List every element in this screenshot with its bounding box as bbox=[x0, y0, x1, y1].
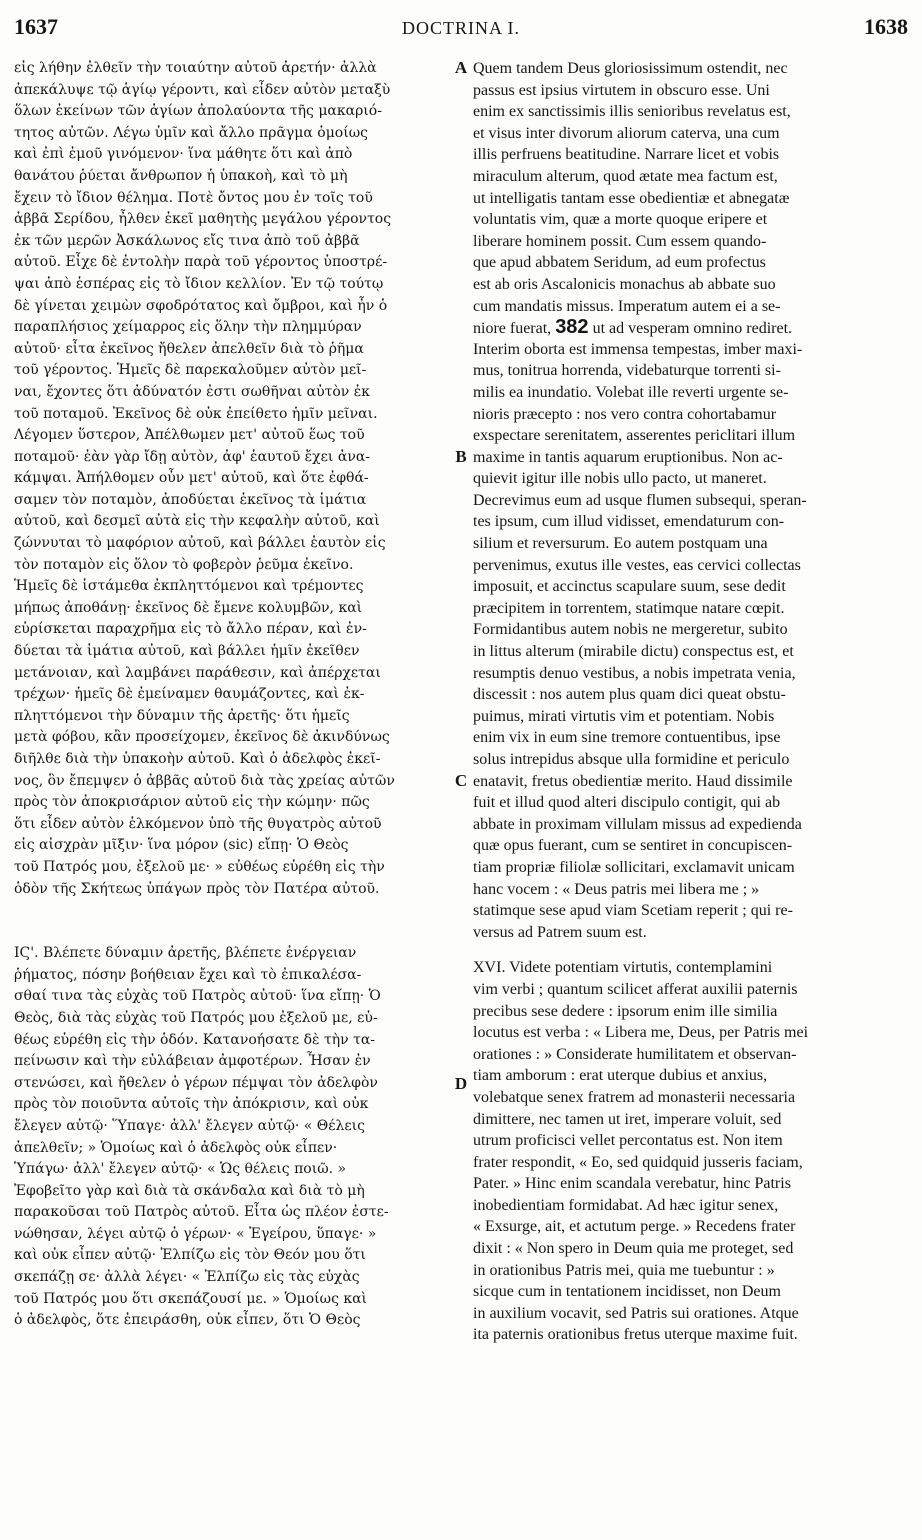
latin-text-line: dimittere, nec tamen ut iret, imperare voluit, sed bbox=[473, 1110, 782, 1128]
greek-text-line: δύεται τὰ ἱμάτια αὐτοῦ, καὶ βάλλει ἡμῖν ἐκεῖθεν bbox=[14, 643, 360, 660]
greek-text-line: τοῦ Πατρός μου ὅτι σκεπάζουσί με. » Ὁμοίως καὶ bbox=[14, 1290, 368, 1307]
greek-text-line: ΙϚ'. Βλέπετε δύναμιν ἀρετῆς, βλέπετε ἐνέργειαν bbox=[14, 945, 357, 962]
latin-text-line: mus, tonitrua horrenda, videbaturque torrenti si- bbox=[473, 362, 781, 380]
latin-text-line: dixit : « Non spero in Deum quia me proteget, sed bbox=[473, 1240, 794, 1258]
greek-text-line: Ἡμεῖς δὲ ἱστάμεθα ἐκπληττόμενοι καὶ τρέμοντες bbox=[14, 578, 364, 595]
latin-text-line: passus est ipsius virtutem in obscuro esse. Uni bbox=[473, 81, 770, 99]
latin-text-line: volebatque senex fratrem ad monasterii necessaria bbox=[473, 1088, 796, 1106]
latin-text-line: discessit : nos autem plus quam dici queat obstu- bbox=[473, 686, 786, 704]
margin-marker-a: A bbox=[454, 58, 468, 77]
latin-text-line: Quem tandem Deus gloriosissimum ostendit, nec bbox=[473, 60, 788, 77]
latin-text-line: illis perfruens beatitudine. Narrare licet et vobis bbox=[473, 146, 780, 164]
greek-text-line: Ὑπάγω· ἀλλ' ἔλεγεν αὐτῷ· « Ὡς θέλεις ποιῶ. » bbox=[14, 1161, 347, 1178]
greek-text-line: ῥήματος, πόσην βοήθειαν ἔχει καὶ τὸ ἐπικαλέσα- bbox=[14, 966, 362, 983]
latin-text-line bbox=[473, 317, 909, 339]
latin-text-line: ut intelligatis tantam esse obedientiæ et abnegatæ bbox=[473, 189, 790, 207]
greek-text-line: εἰς λήθην ἐλθεῖν τὴν τοιαύτην αὐτοῦ ἀρετήν· ἀλλὰ bbox=[14, 60, 377, 76]
latin-text-line: et visus inter divorum aliorum caterva, una cum bbox=[473, 124, 780, 142]
greek-text-line: διῆλθε διὰ τὴν ὑπακοὴν αὐτοῦ. Καὶ ὁ ἀδελφὸς ἐκεῖ- bbox=[14, 751, 381, 767]
greek-text-line: ὅτι εἶδεν αὐτὸν ἑλκόμενον ὑπὸ τῆς θυγατρὸς αὐτοῦ bbox=[14, 815, 382, 832]
latin-text-line: quæ opus fuerant, cum se sentiret in concupiscen- bbox=[473, 837, 793, 855]
greek-text-line: Ἐφοβεῖτο γὰρ καὶ διὰ τὰ σκάνδαλα καὶ διὰ τὸ μὴ bbox=[14, 1182, 365, 1199]
greek-text-line: παραπλήσιος χείμαρρος εἰς ὅλην τὴν πλημμύραν bbox=[14, 319, 362, 336]
latin-text-line: puimus, mirati virtutis vim et potentiam. Nobis bbox=[473, 707, 775, 725]
latin-text-line: miraculum alterum, quod ætate mea factum est, bbox=[473, 167, 778, 185]
greek-text-line: τρέχων· ἡμεῖς δὲ ἐμείναμεν θαυμάζοντες, καὶ ἐκ- bbox=[14, 686, 365, 703]
greek-text-line: σθαί τινα τὰς εὐχὰς τοῦ Πατρὸς αὐτοῦ· ἵνα εἴπῃ· Ὁ bbox=[14, 988, 381, 1005]
latin-text-line: quievit igitur ille nobis ullo pacto, ut maneret. bbox=[473, 470, 767, 488]
latin-text-line: sicque cum in tentationem incidisset, non Deum bbox=[473, 1283, 781, 1301]
latin-text-line: in auxilium vocavit, sed Patris sui orationes. Atque bbox=[473, 1304, 799, 1322]
latin-text-line: milis ea inundatio. Volebat ille reverti urgente se- bbox=[473, 383, 789, 401]
greek-text-line: καὶ ἐπὶ ἐμοῦ γινόμενον· ἵνα μάθητε ὅτι καὶ ἀπὸ bbox=[14, 146, 353, 163]
greek-text-line: τοῦ Πατρός μου, ἐξελοῦ με· » εὐθέως εὑρέθη εἰς τὴν bbox=[14, 858, 385, 875]
greek-text-line: μετὰ φόβου, κἂν προσείχομεν, ἐκεῖνος δὲ ἀκινδύνως bbox=[14, 729, 390, 746]
latin-column bbox=[473, 58, 909, 1346]
greek-text-line: πρὸς τὸν ποιοῦντα αὐτοῖς τὴν ἀπόκρισιν, καὶ οὐκ bbox=[14, 1096, 369, 1113]
latin-text-line: præcipitem in torrentem, statimque natare cœpit. bbox=[473, 599, 785, 617]
greek-text-line: στενώσει, καὶ ἤθελεν ὁ γέρων πέμψαι τὸν ἀδελφὸν bbox=[14, 1074, 378, 1091]
greek-text-line: τητος αὐτῶν. Λέγω ὑμῖν καὶ ἄλλο πρᾶγμα ὁμοίως bbox=[14, 124, 368, 141]
paragraph-gap bbox=[473, 943, 909, 957]
greek-text-line: θανάτου ῥύεται ἄνθρωπον ἡ ὑπακοὴ, καὶ τὸ μὴ bbox=[14, 167, 348, 184]
latin-text-line: versus ad Patrem suum est. bbox=[473, 923, 647, 941]
latin-text-line: est ab oris Ascalonicis monachus ab abbate suo bbox=[473, 275, 776, 293]
latin-text-line: Formidantibus autem nobis ne mergeretur, subito bbox=[473, 621, 788, 639]
greek-text-line: ὁ ἀδελφὸς, ὅτε ἐπειράσθη, οὐκ εἶπεν, ὅτι Ὁ Θεὸς bbox=[14, 1312, 361, 1329]
greek-text-line: πρὸς τὸν ἀποκρισάριον αὐτοῦ εἰς τὴν κώμην· πῶς bbox=[14, 794, 370, 811]
greek-text-line: ναι, ἔχοντες ὅτι ἀδύνατόν ἐστι σωθῆναι αὐτὸν ἐκ bbox=[14, 383, 370, 400]
latin-text-line: voluntatis vim, quæ a morte quoque eripere et bbox=[473, 211, 768, 229]
greek-text-line: σκεπάζῃ σε· ἀλλὰ λέγει· « Ἐλπίζω εἰς τὰς εὐχὰς bbox=[14, 1269, 360, 1286]
latin-text-line: hanc vocem : « Deus patris mei libera me ; » bbox=[473, 880, 760, 898]
page-header bbox=[14, 10, 908, 50]
greek-text-line: εὑρίσκεται παραχρῆμα εἰς τὸ ἄλλο πέραν, καὶ ἐν- bbox=[14, 621, 367, 638]
greek-text-line: νώθησαν, λέγει αὐτῷ ὁ γέρων· « Ἐγείρου, ὕπαγε· » bbox=[14, 1225, 377, 1242]
greek-text-line: πληττόμενοι τὴν δύναμιν τῆς ἀρετῆς· ὅτι ἡμεῖς bbox=[14, 707, 350, 724]
latin-text-line: exspectare serenitatem, asserentes periclitari illum bbox=[473, 427, 796, 445]
latin-text-fragment: ut ad vesperam omnino rediret. bbox=[592, 320, 793, 338]
latin-text-line: ita paternis orationibus fretus uterque maxime fuit. bbox=[473, 1326, 798, 1344]
greek-text-line: κάμψαι. Ἀπήλθομεν οὖν μετ' αὐτοῦ, καὶ ὅτε ἐφθά- bbox=[14, 470, 369, 487]
greek-text-line: αὐτοῦ· εἶτα ἐκεῖνος ἤθελεν ἀπελθεῖν διὰ τὸ ῥῆμα bbox=[14, 340, 364, 357]
latin-text-line: solus intrepidus absque ulla formidine et periculo bbox=[473, 751, 790, 768]
greek-column bbox=[14, 58, 450, 1332]
margin-marker-d: D bbox=[454, 1074, 468, 1093]
latin-text-line: precibus sese dedere : ipsorum enim ille similia bbox=[473, 1002, 778, 1020]
greek-text-line: αὐτοῦ. Εἶχε δὲ ἐντολὴν παρὰ τοῦ γέροντος ὑποστρέ- bbox=[14, 254, 388, 271]
latin-text-line: cum mandatis missus. Imperatum autem ei a se- bbox=[473, 297, 781, 315]
greek-text-line: ψαι ἀπὸ ἑσπέρας εἰς τὸ ἴδιον κελλίον. Ἐν τῷ τούτῳ bbox=[14, 275, 384, 292]
greek-text-line: τοῦ γέροντος. Ἡμεῖς δὲ παρεκαλοῦμεν αὐτὸν μεῖ- bbox=[14, 362, 367, 379]
greek-text-line: ὅλων ἐκείνων τῶν ἁγίων ἀπολαύοντα τῆς μακαριό- bbox=[14, 103, 382, 120]
page-number-left: 1637 bbox=[14, 14, 58, 39]
latin-text-line: in littus alterum (mirabile dictu) conspectus est, et bbox=[473, 643, 794, 661]
latin-text-line: enim ex sanctissimis illis senioribus revelatus est, bbox=[473, 103, 791, 121]
greek-text-line: δὲ γίνεται χειμὼν σφοδρότατος καὶ ὄμβροι, καὶ ἦν ὁ bbox=[14, 297, 388, 314]
greek-text-line: ἔλεγεν αὐτῷ· Ὕπαγε· ἀλλ' ἔλεγεν αὐτῷ· « Θέλεις bbox=[14, 1117, 365, 1134]
latin-text-line: enim vix in eum sine tremore contuentibus, ipse bbox=[473, 729, 781, 747]
latin-text-line: tes ipsum, cum illud vidisset, emendaturum con- bbox=[473, 513, 785, 531]
latin-text-line: utrum proficisci vellet percontatus est. Non item bbox=[473, 1132, 783, 1150]
latin-text-line: abbate in proximam villulam missus ad expedienda bbox=[473, 815, 802, 833]
latin-text-line: tiam amborum : erat uterque dubius et anxius, bbox=[473, 1067, 768, 1085]
latin-text-line: in orationibus Patris mei, quia me tuebuntur : » bbox=[473, 1261, 775, 1279]
greek-text-line: νος, ὃν ἔπεμψεν ὁ ἀββᾶς αὐτοῦ διὰ τὰς χρείας αὐτῶν bbox=[14, 772, 395, 789]
greek-text-line: παρακοῦσαι τοῦ Πατρὸς αὐτοῦ. Εἶτα ὡς πλέον ἐστε- bbox=[14, 1204, 389, 1221]
latin-text-line: tiam propriæ filiolæ sollicitari, exclamavit unicam bbox=[473, 858, 795, 876]
latin-text-line: maxime in tantis aquarum eruptionibus. Non ac- bbox=[473, 448, 783, 466]
latin-text-line: locutus est verba : « Libera me, Deus, per Patris mei bbox=[473, 1024, 809, 1042]
greek-text-line: ἐκ τῶν μερῶν Ἀσκάλωνος εἴς τινα ἀπὸ τοῦ ἀββᾶ bbox=[14, 232, 360, 249]
paragraph-gap bbox=[14, 900, 450, 943]
latin-text-line: resumptis denuo vestibus, a nobis impetrata venia, bbox=[473, 664, 796, 682]
greek-text-line: ἀπεκάλυψε τῷ ἁγίῳ γέροντι, καὶ εἶδεν αὐτὸν μεταξὺ bbox=[14, 81, 391, 98]
latin-text-line: Interim oborta est immensa tempestas, imber maxi- bbox=[473, 340, 803, 358]
greek-text-line: Θεὸς, διὰ τὰς εὐχὰς τοῦ Πατρός μου ἐξελοῦ με, εὐ- bbox=[14, 1009, 378, 1026]
latin-text-line: que apud abbatem Seridum, ad eum profectus bbox=[473, 254, 766, 272]
page-number-right: 1638 bbox=[864, 14, 908, 39]
latin-text-line: nioris præcepto : nos vero contra cohortabamur bbox=[473, 405, 777, 423]
margin-marker-b: B bbox=[455, 447, 467, 466]
latin-text-line: inobedientiam formidabat. Ad hæc igitur senex, bbox=[473, 1196, 779, 1214]
greek-text-line: ἀπελθεῖν; » Ὁμοίως καὶ ὁ ἀδελφὸς οὐκ εἶπεν· bbox=[14, 1139, 338, 1156]
latin-text-line: Pater. » Hinc enim scandala verebatur, hinc Patris bbox=[473, 1175, 791, 1193]
latin-text-line: frater respondit, « Eo, sed quidquid jusseris faciam, bbox=[473, 1153, 803, 1171]
latin-text-line: statimque sese apud viam Scetiam reperit ; qui re- bbox=[473, 902, 793, 920]
greek-text-line: θέως εὑρέθη εἰς τὴν ὁδόν. Κατανοήσατε δὲ τὴν τα- bbox=[14, 1031, 376, 1048]
greek-text-line: Λέγομεν ὕστερον, Ἀπέλθωμεν μετ' αὐτοῦ ἕως τοῦ bbox=[14, 427, 365, 444]
greek-text-line: μετάνοιαν, καὶ λαμβάνει παράθεσιν, καὶ ἀπέρχεται bbox=[14, 664, 381, 681]
margin-marker-c: C bbox=[454, 771, 468, 790]
greek-text-line: μήπως ἀποθάνῃ· ἐκεῖνος δὲ ἔμενε κολυμβῶν, καὶ bbox=[14, 599, 363, 616]
greek-text-line: ἀββᾶ Σερίδου, ἦλθεν ἐκεῖ μαθητὴς μεγάλου γέροντος bbox=[14, 211, 392, 228]
latin-text-line: Decrevimus eum ad usque flumen subsequi, speran- bbox=[473, 491, 807, 509]
latin-text-line: « Exsurge, ait, et actutum perge. » Recedens frater bbox=[473, 1218, 796, 1236]
latin-text-line: XVI. Videte potentiam virtutis, contemplamini bbox=[473, 959, 773, 977]
latin-text-line: liberare hominem possit. Cum essem quando- bbox=[473, 232, 767, 250]
greek-text-line: τὸν ποταμὸν εἰς ὅλον τὸ φοβερὸν ῥεῦμα ἐκεῖνο. bbox=[14, 556, 354, 573]
latin-text-line: silium et reversurum. Eo autem postquam una bbox=[473, 535, 768, 553]
latin-text-line: fuit et illud quod alteri discipulo contigit, qui ab bbox=[473, 794, 781, 812]
greek-text-line: τοῦ ποταμοῦ. Ἐκεῖνος δὲ οὐκ ἐπείθετο ἡμῖν μεῖναι. bbox=[14, 405, 378, 422]
greek-text-line: εἰς αἰσχρὰν μῖξιν· ἵνα μόρον (sic) εἴπῃ· Ὁ Θεὸς bbox=[14, 837, 349, 854]
original-page-number: 382 bbox=[555, 317, 589, 339]
greek-text-line: ὁδὸν τῆς Σκήτεως ὑπάγων πρὸς τὸν Πατέρα αὐτοῦ. bbox=[14, 880, 380, 897]
greek-text-line: ἔχειν τὸ ἴδιον θέλημα. Ποτὲ ὄντος μου ἐν τοῖς τοῦ bbox=[14, 189, 373, 206]
running-title: DOCTRINA I. bbox=[402, 18, 520, 38]
latin-text-line: pervenimus, exutus ille vestes, eas cervici collectas bbox=[473, 556, 801, 574]
latin-text-line: orationes : » Considerate humilitatem et observan- bbox=[473, 1045, 797, 1063]
latin-text-fragment: niore fuerat, bbox=[473, 320, 552, 338]
greek-text-line: ζώννυται τὸ μαφόριον αὐτοῦ, καὶ βάλλει ἑαυτὸν εἰς bbox=[14, 535, 386, 552]
latin-text-line: imposuit, et accinctus scapulare suum, sese dedit bbox=[473, 578, 786, 596]
greek-text-line: σαμεν τὸν ποταμὸν, ἀποδύεται ἐκεῖνος τὰ ἱμάτια bbox=[14, 491, 367, 508]
latin-text-line: vim verbi ; quantum scilicet afferat auxilii paternis bbox=[473, 980, 798, 998]
greek-text-line: πείνωσιν καὶ τὴν εὐλάβειαν ἀμφοτέρων. Ἦσαν ἐν bbox=[14, 1053, 371, 1070]
greek-text-line: αὐτοῦ, καὶ δεσμεῖ αὐτὰ εἰς τὴν κεφαλὴν αὐτοῦ, καὶ bbox=[14, 513, 380, 530]
latin-text-line: enatavit, fretus obedientiæ merito. Haud dissimile bbox=[473, 772, 793, 790]
greek-text-line: καὶ οὐκ εἶπεν αὐτῷ· Ἐλπίζω εἰς τὸν Θεόν μου ὅτι bbox=[14, 1247, 366, 1264]
greek-text-line: ποταμοῦ· ἐὰν γὰρ ἴδῃ αὐτὸν, ἀφ' ἑαυτοῦ ἔχει ἀνα- bbox=[14, 448, 371, 465]
